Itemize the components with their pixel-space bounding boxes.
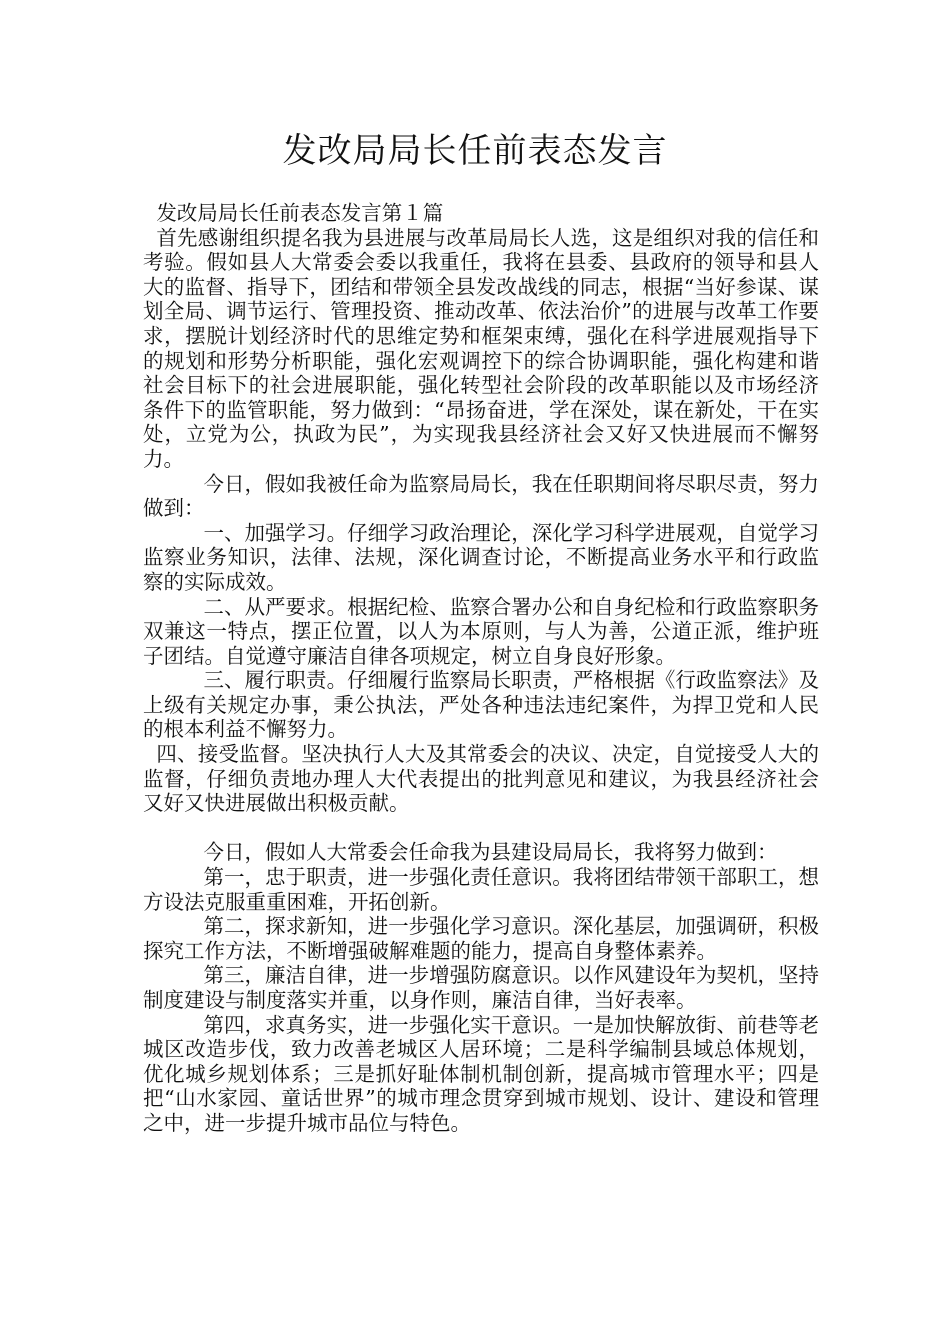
document-body — [143, 201, 819, 1136]
paragraph-2: 今日，假如我被任命为监察局局长，我在任职期间将尽职尽责，努力做到： — [143, 471, 819, 521]
paragraph-8: 第一，忠于职责，进一步强化责任意识。我将团结带领干部职工，想方设法克服重重困难，开拓创新。 — [143, 865, 819, 914]
paragraph-11: 第四，求真务实，进一步强化实干意识。一是加快解放街、前巷等老城区改造步伐，致力改善老城区人居环境；二是科学编制县域总体规划，优化城乡规划体系；三是抓好耻体制机制创新，提高城市管理水平；四是把“山水家园、童话世界”的城市理念贯穿到城市规划、设计、建设和管理之中，进一步提升城市品位与特色。 — [143, 1012, 819, 1135]
paragraph-9: 第二，探求新知，进一步强化学习意识。深化基层，加强调研，积极探究工作方法，不断增强破解难题的能力，提高自身整体素养。 — [143, 914, 819, 963]
section-heading: 发改局局长任前表态发言第１篇 — [156, 201, 444, 225]
paragraph-10: 第三，廉洁自律，进一步增强防腐意识。以作风建设年为契机，坚持制度建设与制度落实并重，以身作则，廉洁自律，当好表率。 — [143, 963, 819, 1012]
paragraph-6: 四、接受监督。坚决执行人大及其常委会的决议、决定，自觉接受人大的监督，仔细负责地办理人大代表提出的批判意见和建议，为我县经济社会又好又快进展做出积极贡献。 — [143, 742, 819, 816]
paragraph-3: 一、加强学习。仔细学习政治理论，深化学习科学进展观，自觉学习监察业务知识，法律、法规，深化调查讨论，不断提高业务水平和行政监察的实际成效。 — [143, 520, 819, 594]
paragraph-4: 二、从严要求。根据纪检、监察合署办公和自身纪检和行政监察职务双兼这一特点，摆正位置，以人为本原则，与人为善，公道正派，维护班子团结。自觉遵守廉洁自律各项规定，树立自身良好形象。 — [143, 594, 819, 668]
paragraph-5: 三、履行职责。仔细履行监察局长职责，严格根据《行政监察法》及上级有关规定办事，秉公执法，严处各种违法违纪案件，为捍卫党和人民的根本利益不懈努力。 — [143, 668, 819, 742]
document-title: 发改局局长任前表态发言 — [282, 131, 668, 171]
paragraph-1: 首先感谢组织提名我为县进展与改革局局长人选，这是组织对我的信任和考验。假如县人大常委会委以我重任，我将在县委、县政府的领导和县人大的监督、指导下，团结和带领全县发改战线的同志，根据“当好参谋、谋划全局、调节运行、管理投资、推动改革、依法治价”的进展与改革工作要求，摆脱计划经济时代的思维定势和框架束缚，强化在科学进展观指导下的规划和形势分析职能，强化宏观调控下的综合协调职能，强化构建和谐社会目标下的社会进展职能，强化转型社会阶段的改革职能以及市场经济条件下的监管职能，努力做到：“昂扬奋进，学在深处，谋在新处，干在实处，立党为公，执政为民”，为实现我县经济社会又好又快进展而不懈努力。 — [143, 225, 819, 471]
blank-line — [143, 816, 819, 841]
paragraph-7: 今日，假如人大常委会任命我为县建设局局长，我将努力做到： — [203, 840, 778, 865]
